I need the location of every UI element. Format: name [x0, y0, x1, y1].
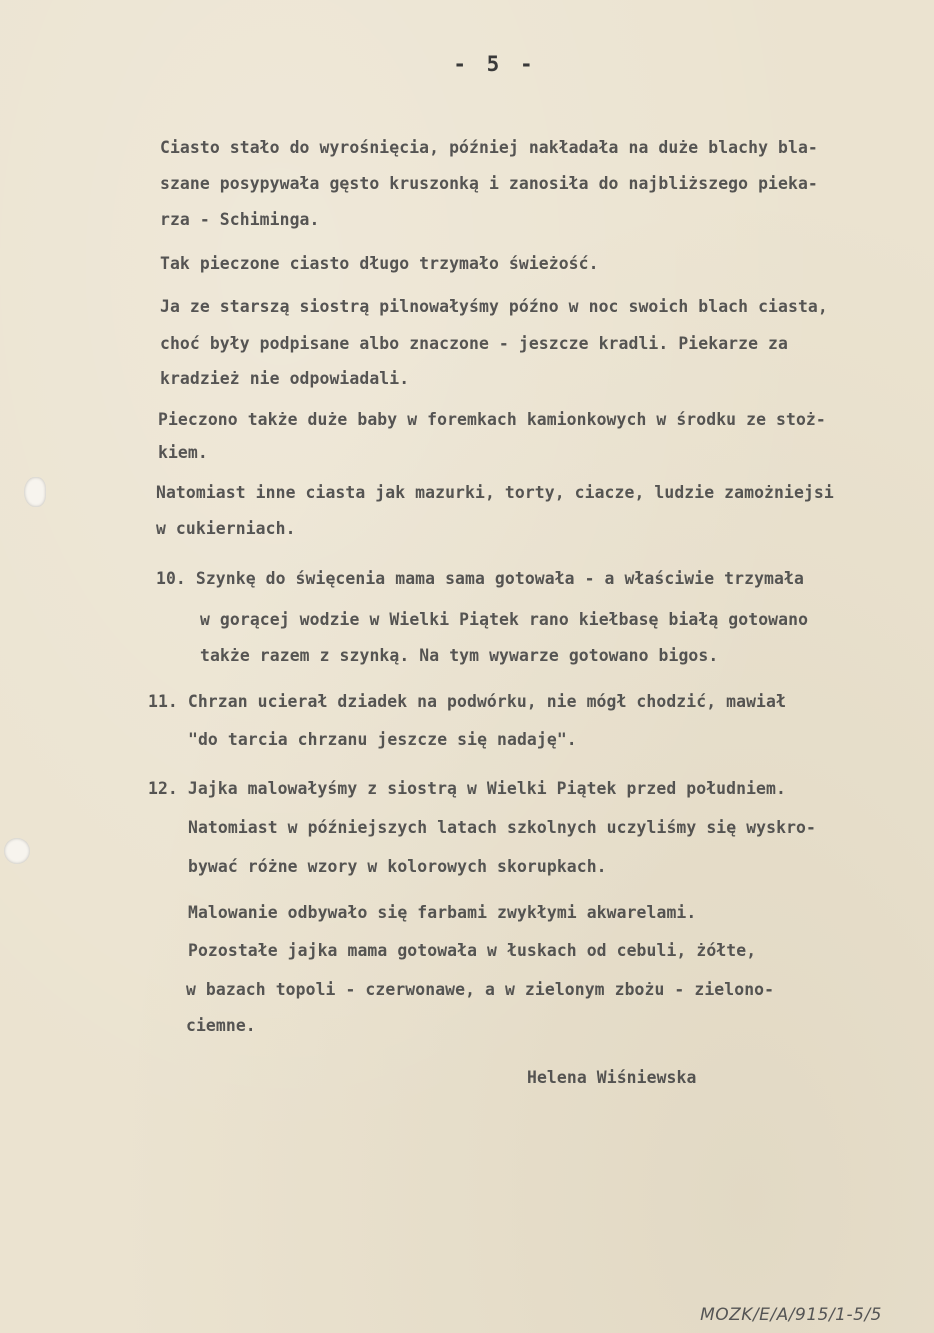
- text-line: Natomiast w późniejszych latach szkolnych uczyliśmy się wyskro-: [188, 818, 816, 837]
- text-line: Pozostałe jajka mama gotowała w łuskach od cebuli, żółte,: [188, 941, 757, 960]
- text-line: w gorącej wodzie w Wielki Piątek rano kiełbasę białą gotowano: [200, 610, 809, 629]
- text-line: w cukierniach.: [156, 519, 296, 538]
- punch-hole-bottom: [4, 838, 30, 864]
- signature: Helena Wiśniewska: [527, 1068, 697, 1087]
- text-line: kiem.: [158, 443, 208, 462]
- punch-hole-top: [24, 477, 46, 507]
- text-line: w bazach topoli - czerwonawe, a w zielonym zbożu - zielono-: [186, 980, 775, 999]
- text-line: choć były podpisane albo znaczone - jeszcze kradli. Piekarze za: [160, 334, 788, 353]
- text-line: ciemne.: [186, 1016, 256, 1035]
- text-line: bywać różne wzory w kolorowych skorupkach.: [188, 857, 607, 876]
- text-line: Ciasto stało do wyrośnięcia, później nakładała na duże blachy bla-: [160, 138, 818, 157]
- text-line: także razem z szynką. Na tym wywarze gotowano bigos.: [200, 646, 719, 665]
- text-line: 11. Chrzan ucierał dziadek na podwórku, nie mógł chodzić, mawiał: [148, 692, 786, 711]
- page-number: - 5 -: [453, 52, 537, 76]
- text-line: 12. Jajka malowałyśmy z siostrą w Wielki Piątek przed południem.: [148, 779, 786, 798]
- text-line: rza - Schiminga.: [160, 210, 320, 229]
- archive-reference: MOZK/E/A/915/1-5/5: [700, 1305, 882, 1325]
- text-line: szane posypywała gęsto kruszonką i zanosiła do najbliższego piekа-: [160, 174, 818, 193]
- text-line: Natomiast inne ciasta jak mazurki, torty, ciacze, ludzie zamożniejsi: [156, 483, 834, 502]
- text-line: "do tarcia chrzanu jeszcze się nadaję".: [188, 730, 577, 749]
- text-line: Tak pieczone ciasto długo trzymało świeżość.: [160, 254, 599, 273]
- text-line: 10. Szynkę do święcenia mama sama gotowała - a właściwie trzymała: [156, 569, 804, 588]
- text-line: Malowanie odbywało się farbami zwykłymi akwarelami.: [188, 903, 697, 922]
- text-line: kradzież nie odpowiadali.: [160, 369, 410, 388]
- text-line: Ja ze starszą siostrą pilnowałyśmy późno w noc swoich blach ciasta,: [160, 297, 828, 316]
- text-line: Pieczono także duże baby w foremkach kamionkowych w środku ze stoż-: [158, 410, 826, 429]
